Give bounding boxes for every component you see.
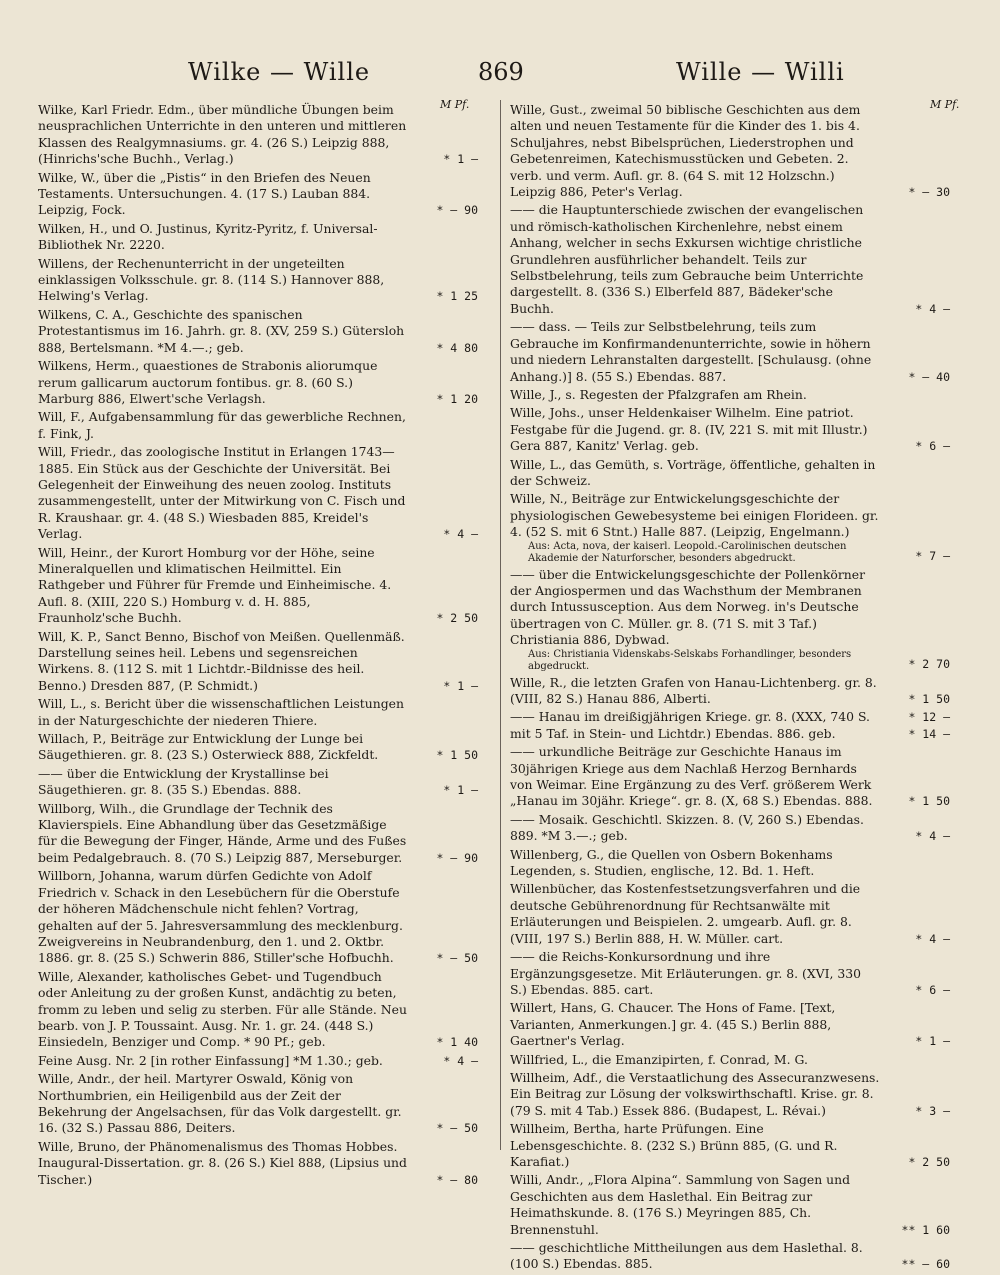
entry-text: Wille, Gust., zweimal 50 biblische Geschichten aus dem alten und neuen Testamente für die Kinder des 1. bis 4. Schuljahres, nebst Bibelsprüchen, Liederstrophen und Gebetenreimen, Katechismusstücken und Gebeten. 2. verb. und verm. Aufl. gr. 8. (64 S. mit 12 Holzschn.) Leipzig 886, Peter's Verlag. (510, 102, 861, 200)
catalog-entry (38, 1139, 478, 1188)
entry-price: * 1 40 (436, 1035, 478, 1050)
entry-text: Willi, Andr., „Flora Alpina“. Sammlung von Sagen und Geschichten aus dem Haslethal. Ein Beitrag zur Heimathskunde. 8. (176 S.) Meyringen 885, Ch. Brennenstuhl. (510, 1172, 851, 1237)
entry-text: Wilke, W., über die „Pistis“ in den Briefen des Neuen Testaments. Untersuchungen. 4. (17 S.) Lauban 884. Leipzig, Fock. (38, 169, 371, 218)
entry-text: Willheim, Bertha, harte Prüfungen. Eine Lebensgeschichte. 8. (232 S.) Brünn 885, (G. und R. Karafiat.) (510, 1121, 838, 1169)
catalog-entry (38, 1053, 478, 1069)
entry-price: * 6 — (915, 982, 950, 997)
entry-price: * — 30 (908, 185, 950, 200)
entry-price: * 3 — (915, 1103, 950, 1118)
catalog-entry (510, 1000, 950, 1049)
entry-text: Willach, P., Beiträge zur Entwicklung der Lunge bei Säugethieren. gr. 8. (23 S.) Osterwieck 888, Zickfeldt. (38, 731, 379, 763)
entry-price: * 1 — (443, 783, 478, 798)
entry-price: * — 40 (908, 369, 950, 384)
catalog-entry (510, 457, 950, 490)
entry-price: * 1 20 (436, 391, 478, 406)
catalog-entry (38, 766, 478, 799)
entry-text: Willheim, Adf., die Verstaatlichung des Assecuranzwesens. Ein Beitrag zur Lösung der volkswirthschaftl. Krise. gr. 8. (79 S. mit 4 Tab.) Essek 886. (Budapest, L. Révai.) (510, 1069, 880, 1118)
entry-text: —— die Reichs-Konkursordnung und ihre Ergänzungsgesetze. Mit Erläuterungen. gr. 8. (XVI, 330 S.) Ebendas. 885. cart. (510, 949, 862, 997)
catalog-entry (510, 949, 950, 998)
entry-price: * 4 — (915, 829, 950, 844)
page-number: 869 (478, 58, 524, 86)
entry-text: —— über die Entwickelungsgeschichte der Pollenkörner der Angiospermen und das Wachsthum der Membranen durch Intussusception. Aus dem Norweg. in's Deutsche übertragen von C. Müller. gr. 8. (71 S. mit 3 Taf.) Christiania 886, Dybwad. (510, 566, 866, 648)
entry-text: Wilkens, Herm., quaestiones de Strabonis aliorumque rerum gallicarum auctorum fontibus. gr. 8. (60 S.) Marburg 886, Elwert'sche Verlagsh. (38, 358, 378, 406)
entry-text: Willenberg, G., die Quellen von Osbern Bokenhams Legenden, s. Studien, englische, 12. Bd. 1. Heft. (510, 846, 833, 879)
entry-price: * 4 — (443, 1053, 478, 1068)
entry-text: Wilken, H., und O. Justinus, Kyritz-Pyritz, f. Universal-Bibliothek Nr. 2220. (38, 220, 378, 253)
entry-price: * 1 — (443, 678, 478, 693)
entry-text: Will, K. P., Sanct Benno, Bischof von Meißen. Quellenmäß. Darstellung seines heil. Lebens und segensreichen Wirkens. 8. (112 S. mit 1 Lichtdr.-Bildnisse des heil. Benno.) Dresden 887, (P. Schmidt.) (38, 628, 405, 693)
entry-price: * 2 50 (436, 611, 478, 626)
catalog-entry (38, 731, 478, 764)
currency-label-left: M Pf. (440, 98, 470, 111)
catalog-entry (510, 567, 950, 673)
entry-price: * 2 70 (908, 657, 950, 672)
entry-text: —— dass. — Teils zur Selbstbelehrung, teils zum Gebrauche im Konfirmandenunterrichte, sowie in höhern und niedern Lehranstalten dargestellt. [Schulausg. (ohne Anhang.)] 8. (55 S.) Ebendas. 887. (510, 319, 872, 384)
catalog-entry (38, 444, 478, 542)
catalog-entry (510, 847, 950, 880)
catalog-entry (510, 319, 950, 385)
entry-text: Wille, N., Beiträge zur Entwickelungsgeschichte der physiologischen Gewebesysteme bei einigen Florideen. gr. 4. (52 S. mit 6 Stnt.) Halle 887. (Leipzig, Engelmann.) (510, 491, 879, 540)
catalog-entry (38, 696, 478, 729)
entry-text: —— Hanau im dreißigjährigen Kriege. gr. 8. (XXX, 740 S. mit 5 Taf. in Stein- und Lichtdr.) Ebendas. 886. geb. (510, 709, 870, 741)
catalog-entry (38, 221, 478, 254)
catalog-entry (510, 675, 950, 708)
entry-price: * 1 50 (436, 748, 478, 763)
catalog-entry (510, 1052, 950, 1068)
entry-price: * — 90 (436, 203, 478, 218)
entry-text: Wille, Bruno, der Phänomenalismus des Thomas Hobbes. Inaugural-Dissertation. gr. 8. (26 S.) Kiel 888, (Lipsius und Tischer.) (38, 1138, 407, 1187)
entry-text: Willfried, L., die Emanzipirten, f. Conrad, M. G. (510, 1051, 808, 1067)
entry-text: Will, Friedr., das zoologische Institut in Erlangen 1743—1885. Ein Stück aus der Geschichte der Universität. Bei Gelegenheit der Einweihung des neuen zoolog. Instituts zusammengestellt, unter der Mitwirkung von C. Fisch und R. Kraushaar. gr. 4. (48 S.) Wiesbaden 885, Kreidel's Verlag. (38, 444, 406, 542)
catalog-entry (510, 1070, 950, 1119)
entry-text: Wille, R., die letzten Grafen von Hanau-Lichtenberg. gr. 8. (VIII, 82 S.) Hanau 886, Alberti. (510, 674, 877, 706)
catalog-entry (510, 1240, 950, 1273)
entry-price: ** 1 60 (901, 1222, 950, 1237)
catalog-entry (38, 868, 478, 966)
catalog-entry (510, 1121, 950, 1170)
entry-text: —— über die Entwicklung der Krystallinse bei Säugethieren. gr. 8. (35 S.) Ebendas. 888. (38, 765, 329, 798)
entry-price: * 1 — (915, 1034, 950, 1049)
catalog-entry (510, 202, 950, 317)
catalog-entry (38, 256, 478, 305)
column-divider (500, 100, 501, 1150)
running-head-left: Wilke — Wille (188, 58, 371, 86)
entry-text: —— geschichtliche Mittheilungen aus dem Haslethal. 8. (100 S.) Ebendas. 885. (510, 1240, 863, 1272)
right-column (510, 102, 950, 1275)
entry-price: * 2 50 (908, 1154, 950, 1169)
entry-text: Will, L., s. Bericht über die wissenschaftlichen Leistungen in der Naturgeschichte der niederen Thiere. (38, 696, 404, 728)
entry-text: Will, F., Aufgabensammlung für das gewerbliche Rechnen, f. Fink, J. (38, 409, 406, 441)
entry-text: —— Mosaik. Geschichtl. Skizzen. 8. (V, 260 S.) Ebendas. 889. *M 3.—.; geb. (510, 811, 864, 844)
entry-text: Willborn, Johanna, warum dürfen Gedichte von Adolf Friedrich v. Schack in den Lesebüchern für die Oberstufe der höheren Mädchenschule nicht fehlen? Vortrag, gehalten auf der 5. Jahresversammlung des mecklenburg. Zweigvereins in Neubrandenburg, den 1. und 2. Oktbr. 1886. gr. 8. (25 S.) Schwerin 886, Stiller'sche Hofbuchh. (38, 868, 403, 966)
entry-text: Wille, J., s. Regesten der Pfalzgrafen am Rhein. (510, 386, 807, 402)
catalog-entry (510, 881, 950, 947)
catalog-entry (38, 969, 478, 1051)
catalog-entry (510, 387, 950, 403)
entry-price: * 4 — (915, 931, 950, 946)
entry-text: Willborg, Wilh., die Grundlage der Technik des Klavierspiels. Eine Abhandlung über das Gesetzmäßige für die Bewegung der Finger, Hände, Arme und des Fußes beim Pedalgebrauch. 8. (70 S.) Leipzig 887, Merseburger. (38, 800, 407, 865)
catalog-entry (510, 1172, 950, 1238)
entry-price: ** — 60 (901, 1257, 950, 1272)
catalog-entry (38, 307, 478, 356)
catalog-entry (38, 545, 478, 627)
entry-price: * — 50 (436, 1121, 478, 1136)
catalog-entry (38, 358, 478, 407)
entry-text: Wille, Andr., der heil. Martyrer Oswald, König von Northumbrien, ein Heiligenbild aus der Zeit der Bekehrung der Angelsachsen, für das Volk dargestellt. gr. 16. (32 S.) Passau 886, Deiters. (38, 1071, 402, 1136)
catalog-entry (510, 491, 950, 564)
entry-price: * 6 — (915, 439, 950, 454)
catalog-entry (38, 801, 478, 867)
entry-text: Willens, der Rechenunterricht in der ungeteilten einklassigen Volksschule. gr. 8. (114 S.) Hannover 888, Helwing's Verlag. (38, 255, 385, 304)
entry-price: * 1 50 (908, 692, 950, 706)
entry-text: Willenbücher, das Kostenfestsetzungsverfahren und die deutsche Gebührenordnung für Rechtsanwälte mit Erläuterungen und Beispielen. 2. umgearb. Aufl. gr. 8. (VIII, 197 S.) Berlin 888, H. W. Müller. cart. (510, 881, 861, 946)
entry-text: —— urkundliche Beiträge zur Geschichte Hanaus im 30jährigen Kriege aus dem Nachlaß Herzog Bernhards von Weimar. Eine Ergänzung zu des Verf. größerem Werk „Hanau im 30jähr. Kriege“. gr. 8. (X, 68 S.) Ebendas. 888. (510, 744, 873, 809)
catalog-entry (38, 629, 478, 695)
catalog-entry (510, 709, 950, 742)
entry-text: Wilke, Karl Friedr. Edm., über mündliche Übungen beim neusprachlichen Unterrichte in den unteren und mittleren Klassen des Realgymnasiums. gr. 4. (26 S.) Leipzig 888, (Hinrichs'sche Buchh., Verlag.) (38, 102, 407, 167)
entry-price: * 1 — (443, 152, 478, 167)
catalog-entry (38, 1071, 478, 1137)
entry-text: Wille, Johs., unser Heldenkaiser Wilhelm. Eine patriot. Festgabe für die Jugend. gr. 8. (IV, 221 S. mit mit Illustr.) Gera 887, Kanitz' Verlag. geb. (510, 405, 868, 454)
catalog-entry (510, 102, 950, 200)
entry-text: Wilkens, C. A., Geschichte des spanischen Protestantismus im 16. Jahrh. gr. 8. (XV, 259 S.) Gütersloh 888, Bertelsmann. *M 4.—.; geb. (38, 306, 405, 355)
catalog-entry (510, 812, 950, 845)
catalog-entry (510, 744, 950, 810)
entry-text: Feine Ausg. Nr. 2 [in rother Einfassung] *M 1.30.; geb. (38, 1052, 383, 1068)
catalog-entry (38, 409, 478, 442)
entry-price: * 1 50 (908, 794, 950, 809)
catalog-entry (510, 405, 950, 454)
entry-price: * 4 — (915, 301, 950, 316)
entry-price: * 12 — * 14 — (908, 710, 950, 741)
entry-text: Wille, Alexander, katholisches Gebet- und Tugendbuch oder Anleitung zu der großen Kunst, andächtig zu beten, fromm zu leben und selig zu sterben. Für alle Stände. Neu bearb. von J. P. Toussaint. Ausg. Nr. 1. gr. 24. (448 S.) Einsiedeln, Benziger und Comp. * 90 Pf.; geb. (38, 968, 407, 1050)
entry-price: * 4 80 (436, 340, 478, 355)
entry-price: * — 50 (436, 951, 478, 966)
catalog-entry (38, 102, 478, 168)
entry-price: * — 80 (436, 1172, 478, 1187)
page-header (0, 58, 1000, 94)
entry-price: * — 90 (436, 850, 478, 865)
entry-source-note: Aus: Acta, nova, der kaiserl. Leopold.-Carolinischen deutschen Akademie der Naturforscher, besonders abgedruckt. (528, 540, 847, 564)
catalog-entry (38, 170, 478, 219)
entry-text: Willert, Hans, G. Chaucer. The Hons of Fame. [Text, Varianten, Anmerkungen.] gr. 4. (45 S.) Berlin 888, Gaertner's Verlag. (510, 1000, 836, 1049)
entry-price: * 7 — (915, 549, 950, 564)
entry-price: * 1 25 (436, 289, 478, 304)
entry-source-note: Aus: Christiania Videnskabs-Selskabs Forhandlinger, besonders abgedruckt. (528, 648, 852, 672)
entry-text: —— die Hauptunterschiede zwischen der evangelischen und römisch-katholischen Kirchenlehre, nebst einem Anhang, welcher in sechs Exkursen wichtige christliche Grundlehren ausführlicher behandelt. Teils zur Selbstbelehrung, teils zum Gebrauche beim Unterrichte dargestellt. 8. (336 S.) Elberfeld 887, Bädeker'sche Buchh. (510, 202, 864, 316)
entry-text: Wille, L., das Gemüth, s. Vorträge, öffentliche, gehalten in der Schweiz. (510, 456, 876, 488)
running-head-right: Wille — Willi (676, 58, 845, 86)
currency-label-right: M Pf. (930, 98, 960, 111)
entry-price: * 4 — (443, 527, 478, 542)
entry-text: Will, Heinr., der Kurort Homburg vor der Höhe, seine Mineralquellen und klimatischen Heilmittel. Ein Rathgeber und Führer für Fremde und Einheimische. 4. Aufl. 8. (XIII, 220 S.) Homburg v. d. H. 885, Fraunholz'sche Buchh. (38, 544, 392, 626)
left-column (38, 102, 478, 1190)
